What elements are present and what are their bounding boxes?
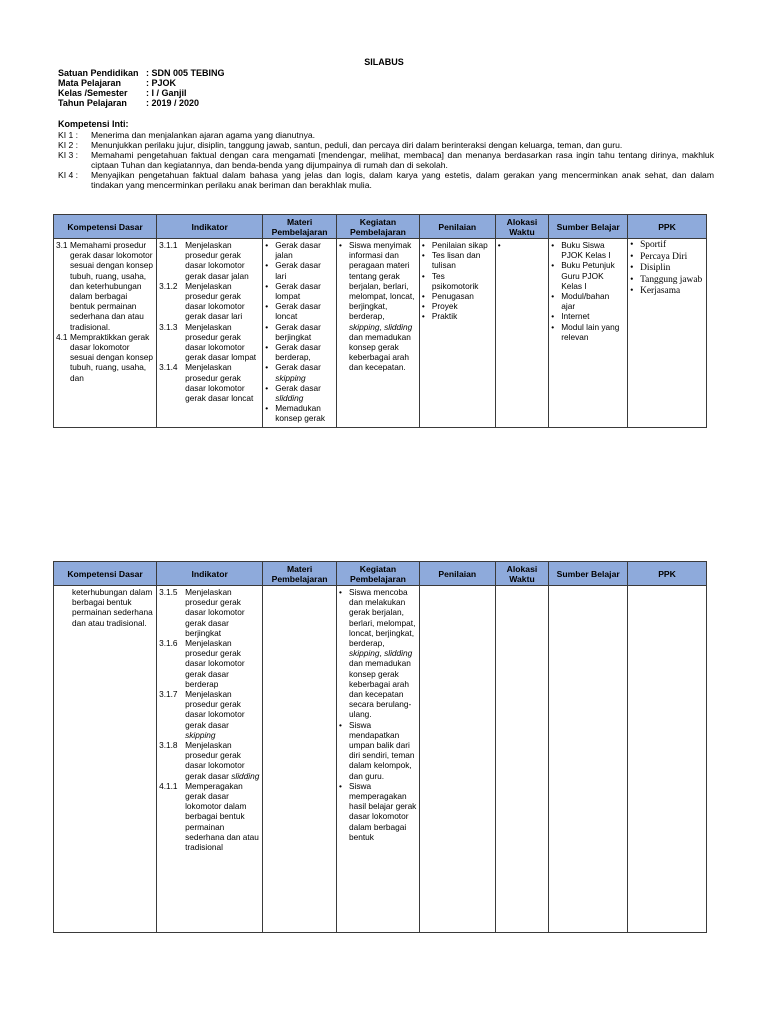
ki-list [58,130,714,190]
indikator-number: 3.1.7 [159,689,178,700]
sumber-item: • Internet [551,311,590,322]
identity-value: : I / Ganjil [146,88,187,98]
materi-item: • Gerak dasar lompat [265,280,321,302]
alokasi-cell [495,586,549,933]
materi-item: • Gerak dasar slidding [265,382,321,404]
ki-code: KI 1 : [58,130,79,140]
header-kegiatan: Kegiatan Pembelajaran [337,562,420,586]
penilaian-item: • Penilaian sikap [421,240,488,250]
indikator-text: Menjelaskan prosedur gerak dasar lokomotor gerak dasar lompat [185,321,257,363]
header-kompetensi-dasar: Kompetensi Dasar [54,562,157,586]
header-alokasi: Alokasi Waktu [495,562,549,586]
indikator-item [159,689,260,740]
indikator-item [159,587,260,638]
kegiatan-cell [337,586,420,933]
page-title: SILABUS [364,57,404,67]
sumber-item: • Modul lain yang relevan [551,321,620,342]
materi-item: • Memadukan konsep gerak [265,403,326,424]
ppk-item: • Sportif [630,240,667,250]
ppk-cell [628,239,707,428]
materi-item: • Gerak dasar loncat [265,301,321,322]
indikator-number: 3.1.3 [159,321,178,332]
identity-label: Tahun Pelajaran [58,98,127,108]
penilaian-item: • Proyek [421,301,458,312]
table-header-row [54,215,707,239]
ki-text: Memahami pengetahuan faktual dengan cara mengamati [mendengar, melihat, membaca] dan menanya berdasarkan rasa ingin tahu tentang dirinya, makhluk ciptaan Tuhan dan kegiatannya, dan benda-benda yang dijumpainya di rumah dan di sekolah. [91,150,714,170]
identity-row [58,88,225,98]
header-alokasi: Alokasi Waktu [495,215,549,239]
sumber-item: • Buku Siswa PJOK Kelas I [551,240,611,261]
indikator-number: 3.1.4 [159,362,178,373]
kegiatan-item: • Siswa menyimak informasi dan peragaan materi tentang gerak berjalan, berlari, melompat, loncat, berjingkat, berderap, skipping, slidding dan memadukan konsep gerak keberbagai arah dan kecepatan. [339,240,415,373]
syllabus-table-1 [53,214,707,428]
indikator-cell [157,586,263,933]
indikator-text: Menjelaskan prosedur gerak dasar lokomotor gerak dasar loncat [185,362,254,404]
indikator-number: 3.1.1 [159,240,178,250]
indikator-number: 3.1.5 [159,587,178,597]
materi-item: • Gerak dasar berderap, [265,342,321,363]
ki-item [58,170,714,190]
ki-item [58,150,714,170]
kegiatan-item: • Siswa memperagakan hasil belajar gerak dasar lokomotor dalam berbagai bentuk [339,780,417,842]
indikator-item [159,322,260,363]
penilaian-item: • Praktik [421,311,458,322]
table-header-row [54,562,707,586]
header-penilaian: Penilaian [419,562,495,586]
indikator-text: Menjelaskan prosedur gerak dasar lokomotor gerak dasar skipping [185,689,245,740]
kd-cell [54,586,157,933]
ki-code: KI 4 : [58,170,79,180]
header-indikator: Indikator [157,562,263,586]
ki-text: Menunjukkan perilaku jujur, disiplin, tanggung jawab, santun, peduli, dan percaya diri dalam berinteraksi dengan keluarga, teman, dan guru. [91,140,623,150]
ppk-item: • Kerjasama [630,286,681,296]
ki-heading: Kompetensi Inti: [58,119,129,129]
penilaian-item: • Tes lisan dan tulisan [421,250,481,271]
syllabus-table-2 [53,561,707,933]
ppk-item: • Percaya Diri [630,251,688,262]
header-materi: Materi Pembelajaran [263,215,337,239]
header-materi: Materi Pembelajaran [263,562,337,586]
indikator-item [159,281,260,322]
identity-row [58,78,225,88]
indikator-number: 4.1.1 [159,780,178,791]
kd-continuation: keterhubungan dalam berbagai bentuk permainan sederhana dan atau tradisional. [72,587,153,628]
materi-item: • Gerak dasar lari [265,260,321,281]
indikator-text: Menjelaskan prosedur gerak dasar lokomotor gerak dasar slidding [185,740,260,781]
indikator-item [159,740,260,781]
kd-number: 4.1 [56,331,68,342]
header-kegiatan: Kegiatan Pembelajaran [337,215,420,239]
kegiatan-cell [337,239,420,428]
header-penilaian: Penilaian [419,215,495,239]
indikator-text: Menjelaskan prosedur gerak dasar lokomotor gerak dasar berjingkat [185,587,245,638]
kd-item [56,240,154,332]
indikator-text: Menjelaskan prosedur gerak dasar lokomotor gerak dasar jalan [185,240,249,281]
kegiatan-item: • Siswa mendapatkan umpan balik dari diri sendiri, teman dalam kelompok, dan guru. [339,719,415,781]
materi-cell [263,239,337,428]
header-indikator: Indikator [157,215,263,239]
materi-item: • Gerak dasar skipping [265,362,321,383]
ki-text: Menyajikan pengetahuan faktual dalam bahasa yang jelas dan logis, dalam karya yang estetis, dalam gerakan yang mencerminkan anak sehat, dan dalam tindakan yang mencerminkan perilaku anak beriman dan berakhlak mulia. [91,170,714,190]
identity-block [58,68,225,108]
kd-text: Mempraktikkan gerak dasar lokomotor sesuai dengan konsep tubuh, ruang, usaha, dan [70,331,154,383]
kd-cell [54,239,157,428]
indikator-number: 3.1.2 [159,280,178,291]
identity-row [58,98,225,108]
indikator-text: Menjelaskan prosedur gerak dasar lokomotor gerak dasar lari [185,280,245,322]
indikator-text: Memperagakan gerak dasar lokomotor dalam berbagai bentuk permainan sederhana dan atau tradisional [185,780,259,853]
ppk-item: • Disiplin [630,263,671,273]
header-sumber: Sumber Belajar [549,215,628,239]
table-row [54,239,707,428]
sumber-item: • Buku Petunjuk Guru PJOK Kelas I [551,260,615,291]
ki-text: Menerima dan menjalankan ajaran agama yang dianutnya. [91,130,316,140]
penilaian-item: • Tes psikomotorik [421,270,479,291]
materi-item: • Gerak dasar berjingkat [265,321,321,342]
ki-code: KI 3 : [58,150,79,160]
penilaian-cell [419,239,495,428]
identity-value: : 2019 / 2020 [146,98,200,108]
kegiatan-item: • Siswa mencoba dan melakukan gerak berjalan, berlari, melompat, loncat, berjingkat, berderap, skipping, slidding dan memadukan konsep gerak keberbagai arah dan kecepatan secara berulang-ulang. [339,587,416,720]
header-ppk: PPK [628,215,707,239]
materi-item: • Gerak dasar jalan [265,240,321,261]
kd-item [56,332,154,383]
ppk-cell [628,586,707,933]
ki-item [58,130,714,140]
penilaian-cell [419,586,495,933]
penilaian-item: • Penugasan [421,291,474,302]
identity-value: : SDN 005 TEBING [146,68,225,78]
ppk-item: • Tanggung jawab [630,274,703,285]
header-ppk: PPK [628,562,707,586]
identity-label: Mata Pelajaran [58,78,122,88]
header-sumber: Sumber Belajar [549,562,628,586]
sumber-cell [549,586,628,933]
kd-text: Memahami prosedur gerak dasar lokomotor sesuai dengan konsep tubuh, ruang, usaha, dan keterhubungan dalam berbagai bentuk permainan sederhana dan atau tradisional. [70,240,154,332]
indikator-item [159,362,260,403]
indikator-item [159,638,260,689]
header-kompetensi-dasar: Kompetensi Dasar [54,215,157,239]
identity-label: Kelas /Semester [58,88,128,98]
sumber-item: • Modul/bahan ajar [551,291,610,312]
indikator-item [159,240,260,281]
table-row [54,586,707,933]
materi-cell [263,586,337,933]
indikator-number: 3.1.8 [159,740,178,751]
indikator-cell [157,239,263,428]
identity-row [58,68,225,78]
ki-item [58,140,714,150]
identity-label: Satuan Pendidikan [58,68,139,78]
indikator-text: Menjelaskan prosedur gerak dasar lokomotor gerak dasar berderap [185,638,245,689]
identity-value: : PJOK [146,78,177,88]
sumber-cell [549,239,628,428]
ki-code: KI 2 : [58,140,79,150]
alokasi-item: • [497,240,501,250]
kd-number: 3.1 [56,240,68,250]
indikator-item [159,781,260,852]
alokasi-cell [495,239,549,428]
indikator-number: 3.1.6 [159,638,178,649]
